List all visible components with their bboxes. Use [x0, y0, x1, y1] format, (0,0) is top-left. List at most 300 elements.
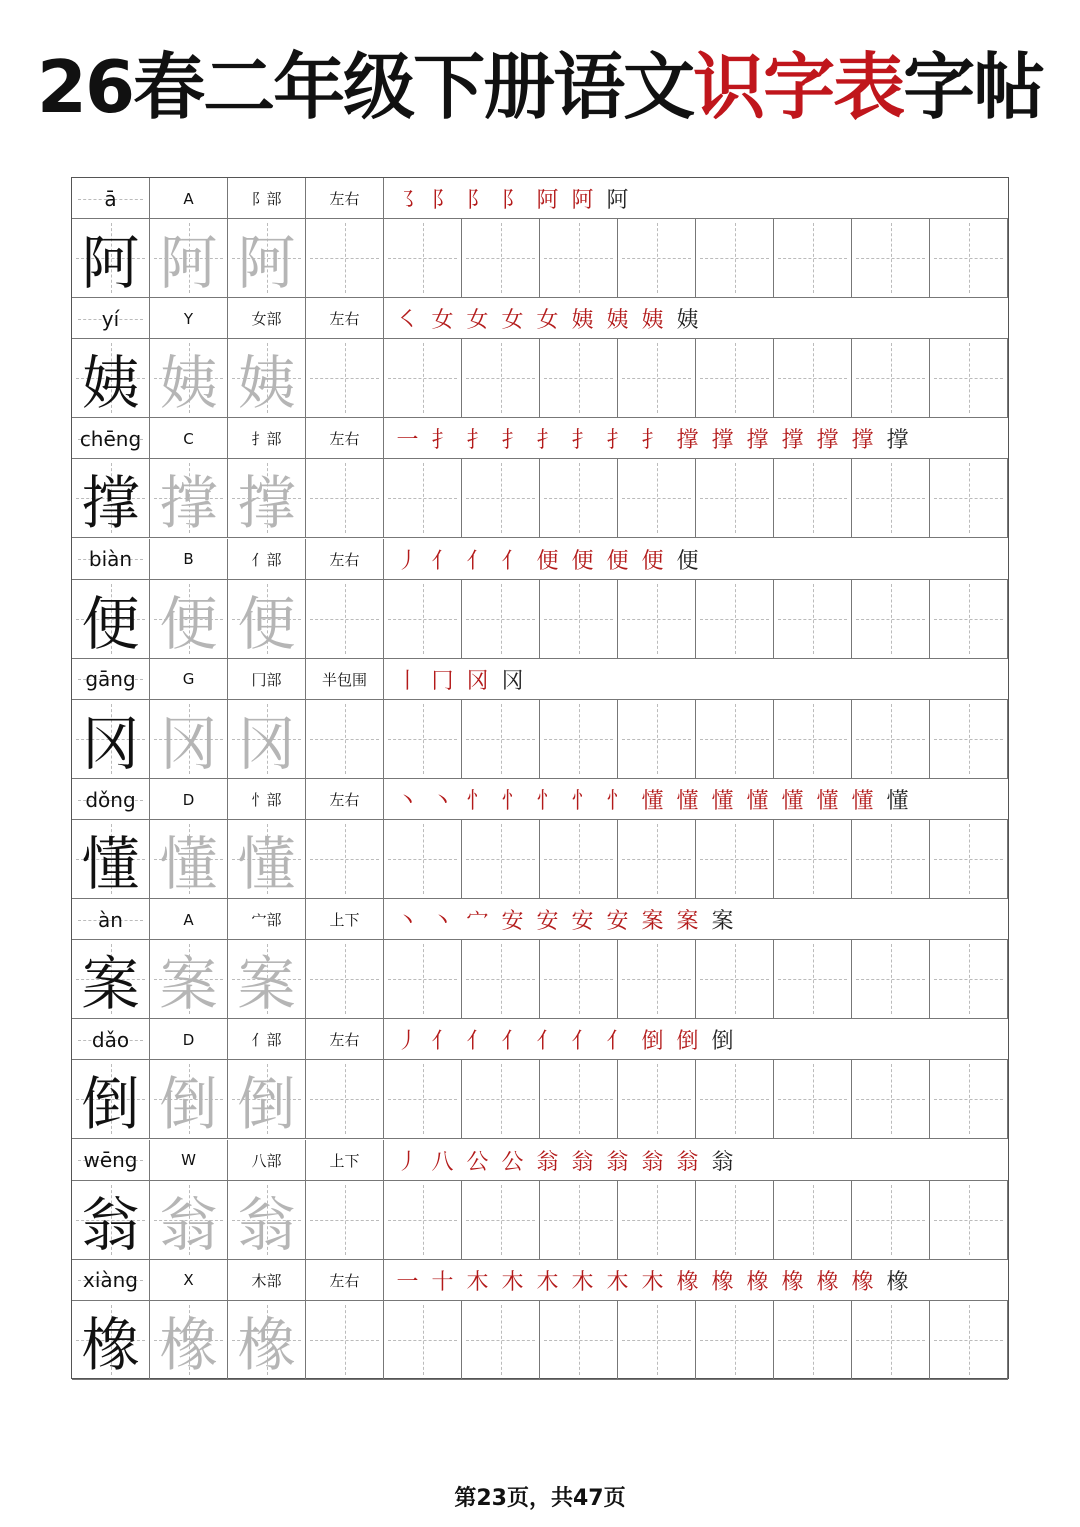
practice-box[interactable] [540, 940, 618, 1018]
structure-label: 左右 [306, 1260, 384, 1301]
practice-box[interactable] [618, 580, 696, 658]
practice-box[interactable] [696, 580, 774, 658]
stroke-step: 案 [676, 909, 699, 935]
stroke-step: 姨 [606, 308, 629, 334]
practice-box[interactable] [696, 820, 774, 898]
model-character-box [72, 580, 150, 658]
stroke-step: 懂 [781, 789, 804, 814]
practice-box[interactable] [618, 1181, 696, 1259]
initial-letter: G [150, 659, 228, 700]
stroke-order [384, 1019, 1008, 1060]
practice-box[interactable] [462, 580, 540, 658]
model-character-box [72, 1181, 150, 1259]
trace-character: 橡 [159, 1310, 218, 1379]
initial-letter: A [150, 178, 228, 219]
model-character-box [72, 1301, 150, 1379]
structure-label: 上下 [306, 1140, 384, 1181]
practice-box[interactable] [852, 700, 930, 778]
pinyin-label: yí [72, 298, 150, 339]
practice-box[interactable] [306, 940, 384, 1018]
model-character-box [72, 700, 150, 778]
model-character: 倒 [81, 1070, 140, 1139]
radical-label: 阝部 [228, 178, 306, 219]
practice-box[interactable] [774, 1181, 852, 1259]
trace-character: 懂 [237, 830, 296, 898]
trace-character: 翁 [237, 1190, 296, 1259]
stroke-step: 懂 [816, 789, 839, 814]
practice-box[interactable] [306, 219, 384, 297]
stroke-step: 阝 [431, 188, 454, 213]
trace-character: 冈 [159, 709, 218, 778]
trace-character: 案 [159, 950, 218, 1019]
trace-character-box [228, 700, 306, 778]
stroke-step: 女 [431, 308, 454, 334]
stroke-step: 懂 [711, 789, 734, 814]
stroke-step: 倒 [711, 1029, 734, 1055]
trace-character-box [150, 459, 228, 537]
stroke-step: 撑 [711, 428, 734, 454]
practice-box[interactable] [462, 820, 540, 898]
practice-box[interactable] [306, 1060, 384, 1138]
writing-row [72, 339, 1008, 418]
model-character: 翁 [81, 1190, 140, 1259]
writing-row [72, 700, 1008, 779]
stroke-step: 丿 [396, 1029, 419, 1055]
stroke-step: ㇌ [396, 188, 419, 213]
practice-box[interactable] [384, 700, 462, 778]
stroke-step: 亻 [501, 1029, 524, 1055]
practice-box[interactable] [696, 700, 774, 778]
stroke-step: 亻 [501, 548, 524, 574]
stroke-step: 扌 [431, 428, 454, 454]
practice-box[interactable] [540, 1060, 618, 1138]
writing-row [72, 580, 1008, 659]
stroke-step: 安 [501, 909, 524, 935]
practice-box[interactable] [774, 219, 852, 297]
trace-character-box [150, 940, 228, 1018]
stroke-step: 忄 [501, 789, 524, 814]
stroke-step: 橡 [781, 1269, 804, 1295]
trace-character: 案 [237, 950, 296, 1019]
structure-label: 半包围 [306, 659, 384, 700]
stroke-step: 阿 [571, 188, 594, 213]
practice-box[interactable] [540, 459, 618, 537]
model-character: 橡 [81, 1310, 140, 1379]
practice-box[interactable] [774, 1060, 852, 1138]
practice-box[interactable] [930, 1301, 1008, 1379]
radical-label: 忄部 [228, 779, 306, 820]
initial-letter: C [150, 418, 228, 459]
stroke-step: 冈 [466, 668, 489, 694]
character-entry [72, 779, 1008, 899]
trace-character: 阿 [237, 229, 296, 297]
info-row [72, 418, 1008, 459]
structure-label: 左右 [306, 298, 384, 339]
stroke-step: 橡 [746, 1269, 769, 1295]
character-entry [72, 1019, 1008, 1139]
stroke-step: 撑 [746, 428, 769, 454]
practice-box[interactable] [618, 700, 696, 778]
character-entry [72, 899, 1008, 1019]
structure-label: 左右 [306, 418, 384, 459]
practice-box[interactable] [774, 820, 852, 898]
practice-box[interactable] [540, 580, 618, 658]
character-entry [72, 1260, 1008, 1380]
stroke-step: 撑 [676, 428, 699, 454]
character-entry [72, 418, 1008, 538]
stroke-step: 姨 [641, 308, 664, 334]
stroke-step: 橡 [816, 1269, 839, 1295]
stroke-step: 木 [606, 1269, 629, 1295]
stroke-step: 便 [641, 548, 664, 574]
stroke-step: 懂 [746, 789, 769, 814]
stroke-step: 案 [711, 909, 734, 935]
character-entry [72, 659, 1008, 779]
practice-box[interactable] [618, 820, 696, 898]
radical-label: 冂部 [228, 659, 306, 700]
practice-box[interactable] [930, 219, 1008, 297]
practice-box[interactable] [306, 339, 384, 417]
trace-character-box [228, 339, 306, 417]
practice-box[interactable] [852, 219, 930, 297]
model-character: 阿 [81, 229, 140, 297]
practice-box[interactable] [462, 339, 540, 417]
stroke-step: 扌 [641, 428, 664, 454]
stroke-step: 木 [536, 1269, 559, 1295]
practice-box[interactable] [384, 940, 462, 1018]
stroke-step: 翁 [571, 1149, 594, 1175]
stroke-step: 橡 [676, 1269, 699, 1295]
stroke-step: 扌 [466, 428, 489, 454]
practice-box[interactable] [696, 219, 774, 297]
stroke-step: 女 [466, 308, 489, 334]
practice-box[interactable] [618, 940, 696, 1018]
info-row [72, 779, 1008, 820]
stroke-step: 橡 [711, 1269, 734, 1295]
character-entry [72, 178, 1008, 298]
trace-character: 倒 [159, 1070, 218, 1139]
stroke-order [384, 779, 1008, 820]
stroke-step: 翁 [641, 1149, 664, 1175]
pinyin-label: wēng [72, 1140, 150, 1181]
stroke-step: 翁 [676, 1149, 699, 1175]
radical-label: 女部 [228, 298, 306, 339]
practice-box[interactable] [540, 820, 618, 898]
initial-letter: X [150, 1260, 228, 1301]
stroke-step: 冂 [431, 668, 454, 694]
practice-box[interactable] [696, 940, 774, 1018]
stroke-step: 女 [536, 308, 559, 334]
stroke-step: 亻 [606, 1029, 629, 1055]
stroke-step: 八 [431, 1149, 454, 1175]
stroke-step: 木 [501, 1269, 524, 1295]
structure-label: 左右 [306, 779, 384, 820]
stroke-step: 便 [606, 548, 629, 574]
title-part-1: 26春二年级下册语文 [36, 45, 694, 129]
model-character: 懂 [81, 830, 140, 898]
trace-character: 翁 [159, 1190, 218, 1259]
model-character-box [72, 339, 150, 417]
writing-row [72, 1181, 1008, 1260]
model-character-box [72, 940, 150, 1018]
stroke-step: 撑 [781, 428, 804, 454]
radical-label: 亻部 [228, 1019, 306, 1060]
trace-character-box [228, 1181, 306, 1259]
page-number: 第23页，共47页 [454, 1486, 626, 1511]
stroke-step: 安 [536, 909, 559, 935]
stroke-step: 懂 [676, 789, 699, 814]
stroke-step: 忄 [466, 789, 489, 814]
model-character-box [72, 820, 150, 898]
practice-sheet [71, 177, 1009, 1379]
stroke-step: 一 [396, 1269, 419, 1295]
stroke-step: 木 [466, 1269, 489, 1295]
trace-character: 阿 [159, 229, 218, 297]
radical-label: 八部 [228, 1140, 306, 1181]
structure-label: 左右 [306, 539, 384, 580]
stroke-step: 木 [571, 1269, 594, 1295]
practice-box[interactable] [618, 1301, 696, 1379]
stroke-step: 便 [571, 548, 594, 574]
stroke-step: 女 [501, 308, 524, 334]
practice-box[interactable] [774, 459, 852, 537]
practice-box[interactable] [696, 1060, 774, 1138]
info-row [72, 539, 1008, 580]
stroke-order [384, 178, 1008, 219]
stroke-step: 翁 [711, 1149, 734, 1175]
pinyin-label: xiàng [72, 1260, 150, 1301]
practice-box[interactable] [462, 940, 540, 1018]
initial-letter: A [150, 899, 228, 940]
practice-box[interactable] [930, 700, 1008, 778]
practice-box[interactable] [852, 820, 930, 898]
stroke-step: 懂 [641, 789, 664, 814]
practice-box[interactable] [618, 219, 696, 297]
stroke-step: 忄 [606, 789, 629, 814]
practice-box[interactable] [306, 580, 384, 658]
stroke-step: 忄 [571, 789, 594, 814]
practice-box[interactable] [306, 820, 384, 898]
practice-box[interactable] [306, 1181, 384, 1259]
trace-character-box [150, 700, 228, 778]
stroke-step: 亻 [536, 1029, 559, 1055]
stroke-step: 丿 [396, 548, 419, 574]
stroke-step: 橡 [851, 1269, 874, 1295]
stroke-step: 一 [396, 428, 419, 454]
practice-box[interactable] [696, 1301, 774, 1379]
stroke-step: 冈 [501, 668, 524, 694]
practice-box[interactable] [852, 940, 930, 1018]
writing-row [72, 1060, 1008, 1139]
initial-letter: D [150, 779, 228, 820]
stroke-step: ㇛ [396, 308, 419, 334]
initial-letter: W [150, 1140, 228, 1181]
stroke-step: 便 [536, 548, 559, 574]
writing-row [72, 820, 1008, 899]
stroke-step: 丿 [396, 1149, 419, 1175]
stroke-order [384, 659, 1008, 700]
practice-box[interactable] [930, 339, 1008, 417]
trace-character: 撑 [237, 469, 296, 538]
trace-character: 懂 [159, 830, 218, 898]
practice-box[interactable] [462, 1060, 540, 1138]
practice-box[interactable] [384, 339, 462, 417]
stroke-step: 阝 [501, 188, 524, 213]
title-part-3: 字帖 [903, 45, 1044, 129]
practice-box[interactable] [384, 1060, 462, 1138]
stroke-step: 安 [571, 909, 594, 935]
practice-box[interactable] [852, 1060, 930, 1138]
stroke-step: 丨 [396, 668, 419, 694]
trace-character-box [228, 940, 306, 1018]
practice-box[interactable] [852, 1181, 930, 1259]
practice-box[interactable] [540, 1301, 618, 1379]
stroke-order [384, 1140, 1008, 1181]
practice-box[interactable] [774, 1301, 852, 1379]
practice-box[interactable] [696, 459, 774, 537]
stroke-step: 安 [606, 909, 629, 935]
practice-box[interactable] [306, 459, 384, 537]
structure-label: 上下 [306, 899, 384, 940]
practice-box[interactable] [618, 459, 696, 537]
practice-box[interactable] [852, 580, 930, 658]
trace-character: 姨 [237, 349, 296, 418]
practice-box[interactable] [852, 339, 930, 417]
stroke-step: 撑 [816, 428, 839, 454]
practice-box[interactable] [930, 1181, 1008, 1259]
radical-label: 扌部 [228, 418, 306, 459]
practice-box[interactable] [930, 820, 1008, 898]
stroke-order [384, 1260, 1008, 1301]
model-character: 冈 [81, 709, 140, 778]
stroke-step: 懂 [851, 789, 874, 814]
stroke-step: 忄 [536, 789, 559, 814]
practice-box[interactable] [540, 219, 618, 297]
pinyin-label: chēng [72, 418, 150, 459]
pinyin-label: dǎo [72, 1019, 150, 1060]
practice-box[interactable] [540, 339, 618, 417]
trace-character-box [228, 1060, 306, 1138]
practice-box[interactable] [462, 219, 540, 297]
trace-character: 倒 [237, 1070, 296, 1139]
stroke-step: 倒 [676, 1029, 699, 1055]
practice-box[interactable] [384, 820, 462, 898]
pinyin-label: ā [72, 178, 150, 219]
stroke-order [384, 298, 1008, 339]
trace-character-box [228, 459, 306, 537]
initial-letter: D [150, 1019, 228, 1060]
practice-box[interactable] [306, 1301, 384, 1379]
trace-character-box [150, 339, 228, 417]
practice-box[interactable] [618, 339, 696, 417]
stroke-step: 亻 [466, 1029, 489, 1055]
character-entry [72, 539, 1008, 659]
stroke-step: 撑 [886, 428, 909, 454]
initial-letter: Y [150, 298, 228, 339]
model-character-box [72, 219, 150, 297]
practice-box[interactable] [384, 219, 462, 297]
practice-box[interactable] [852, 1301, 930, 1379]
radical-label: 木部 [228, 1260, 306, 1301]
practice-box[interactable] [384, 1181, 462, 1259]
trace-character-box [150, 1060, 228, 1138]
practice-box[interactable] [930, 459, 1008, 537]
practice-box[interactable] [384, 1301, 462, 1379]
structure-label: 左右 [306, 178, 384, 219]
pinyin-label: àn [72, 899, 150, 940]
practice-box[interactable] [306, 700, 384, 778]
stroke-step: 姨 [676, 308, 699, 334]
practice-box[interactable] [384, 459, 462, 537]
stroke-step: 橡 [886, 1269, 909, 1295]
stroke-step: 亻 [431, 1029, 454, 1055]
info-row [72, 178, 1008, 219]
practice-box[interactable] [774, 339, 852, 417]
character-entry [72, 1140, 1008, 1260]
stroke-step: 便 [676, 548, 699, 574]
stroke-step: 丶 [431, 789, 454, 814]
trace-character: 便 [237, 589, 296, 658]
practice-box[interactable] [462, 700, 540, 778]
pinyin-label: dǒng [72, 779, 150, 820]
writing-row [72, 1301, 1008, 1380]
trace-character-box [150, 1181, 228, 1259]
practice-box[interactable] [696, 1181, 774, 1259]
practice-box[interactable] [462, 459, 540, 537]
character-entry [72, 298, 1008, 418]
trace-character-box [150, 820, 228, 898]
practice-box[interactable] [774, 700, 852, 778]
practice-box[interactable] [540, 1181, 618, 1259]
stroke-step: 翁 [606, 1149, 629, 1175]
stroke-order [384, 418, 1008, 459]
info-row [72, 1019, 1008, 1060]
trace-character-box [228, 1301, 306, 1379]
practice-box[interactable] [462, 1181, 540, 1259]
stroke-step: 翁 [536, 1149, 559, 1175]
practice-box[interactable] [696, 339, 774, 417]
stroke-step: 倒 [641, 1029, 664, 1055]
stroke-step: 阝 [466, 188, 489, 213]
practice-box[interactable] [774, 940, 852, 1018]
info-row [72, 1140, 1008, 1181]
radical-label: 宀部 [228, 899, 306, 940]
stroke-step: 宀 [466, 909, 489, 935]
stroke-step: 撑 [851, 428, 874, 454]
practice-box[interactable] [930, 580, 1008, 658]
model-character: 姨 [81, 349, 140, 418]
practice-box[interactable] [774, 580, 852, 658]
practice-box[interactable] [384, 580, 462, 658]
stroke-step: 木 [641, 1269, 664, 1295]
practice-box[interactable] [462, 1301, 540, 1379]
trace-character: 冈 [237, 709, 296, 778]
stroke-step: 公 [466, 1149, 489, 1175]
trace-character: 撑 [159, 469, 218, 538]
model-character: 便 [81, 589, 140, 658]
practice-box[interactable] [618, 1060, 696, 1138]
practice-box[interactable] [930, 940, 1008, 1018]
practice-box[interactable] [540, 700, 618, 778]
model-character: 案 [81, 950, 140, 1019]
writing-row [72, 219, 1008, 298]
practice-box[interactable] [930, 1060, 1008, 1138]
trace-character-box [150, 1301, 228, 1379]
stroke-step: 公 [501, 1149, 524, 1175]
practice-box[interactable] [852, 459, 930, 537]
stroke-step: 十 [431, 1269, 454, 1295]
page-title [0, 42, 1080, 132]
